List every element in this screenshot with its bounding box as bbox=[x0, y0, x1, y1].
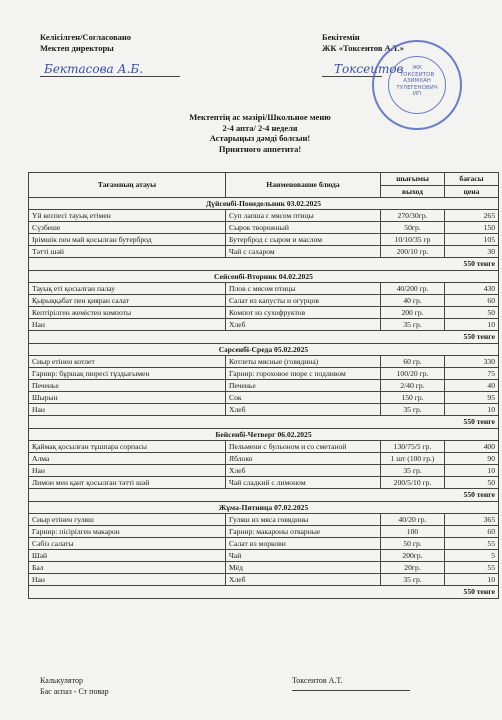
dish-name-kz: Ірімшік пен май қосылған бутерброд bbox=[29, 234, 226, 246]
dish-price: 150 bbox=[445, 222, 499, 234]
dish-name-ru: Салат из капусты и огурцов bbox=[226, 295, 381, 307]
table-row bbox=[29, 453, 499, 465]
dish-price: 55 bbox=[445, 562, 499, 574]
dish-output: 100/20 гр. bbox=[381, 368, 445, 380]
day-total-row bbox=[29, 258, 499, 271]
dish-output: 200/5/10 гр. bbox=[381, 477, 445, 489]
dish-price: 10 bbox=[445, 319, 499, 331]
dish-output: 50гр. bbox=[381, 222, 445, 234]
head-cook-label: Бас аспаз - Ст повар bbox=[40, 687, 109, 696]
dish-name-ru: Мёд bbox=[226, 562, 381, 574]
dish-name-ru: Суп лапша с мясом птицы bbox=[226, 210, 381, 222]
dish-output: 200/10 гр. bbox=[381, 246, 445, 258]
dish-name-kz: Гарнир: бұршақ пюресі тұздығымен bbox=[29, 368, 226, 380]
dish-name-ru: Сок bbox=[226, 392, 381, 404]
dish-name-ru: Хлеб bbox=[226, 319, 381, 331]
dish-price: 50 bbox=[445, 477, 499, 489]
day-header-row bbox=[29, 429, 499, 441]
dish-output: 270/30гр. bbox=[381, 210, 445, 222]
dish-name-ru: Котлеты мясные (говядина) bbox=[226, 356, 381, 368]
table-row bbox=[29, 526, 499, 538]
table-row bbox=[29, 441, 499, 453]
dish-name-kz: Нан bbox=[29, 574, 226, 586]
dish-price: 40 bbox=[445, 380, 499, 392]
menu-table bbox=[28, 172, 499, 599]
dish-name-kz: Сиыр етінен котлет bbox=[29, 356, 226, 368]
dish-output: 35 гр. bbox=[381, 319, 445, 331]
dish-output: 150 гр. bbox=[381, 392, 445, 404]
day-title: Сейсенбі-Вторник 04.02.2025 bbox=[29, 271, 499, 283]
dish-name-kz: Сүзбеше bbox=[29, 222, 226, 234]
day-total: 550 тенге bbox=[29, 331, 499, 344]
table-row bbox=[29, 404, 499, 416]
table-row bbox=[29, 246, 499, 258]
dish-price: 55 bbox=[445, 538, 499, 550]
dish-name-kz: Тауық еті қосылған палау bbox=[29, 283, 226, 295]
day-title: Дүйсенбі-Понедельник 03.02.2025 bbox=[29, 198, 499, 210]
dish-name-kz: Қырыққабат пен қияран салат bbox=[29, 295, 226, 307]
dish-output: 200гр. bbox=[381, 550, 445, 562]
dish-output: 40/20 гр. bbox=[381, 514, 445, 526]
footer-signature-line bbox=[292, 690, 410, 691]
day-total-row bbox=[29, 489, 499, 502]
dish-name-ru: Яблоко bbox=[226, 453, 381, 465]
dish-name-ru: Чай с сахаром bbox=[226, 246, 381, 258]
dish-output: 40 гр. bbox=[381, 295, 445, 307]
dish-name-ru: Плов с мясом птицы bbox=[226, 283, 381, 295]
dish-name-ru: Чай bbox=[226, 550, 381, 562]
day-header-row bbox=[29, 271, 499, 283]
dish-output: 35 гр. bbox=[381, 404, 445, 416]
dish-price: 10 bbox=[445, 465, 499, 477]
table-row bbox=[29, 392, 499, 404]
dish-name-ru: Бутерброд с сыром и маслом bbox=[226, 234, 381, 246]
dish-name-kz: Шәй bbox=[29, 550, 226, 562]
day-header-row bbox=[29, 344, 499, 356]
calculator-label: Калькулятор bbox=[40, 676, 83, 685]
dish-price: 330 bbox=[445, 356, 499, 368]
day-total: 550 тенге bbox=[29, 489, 499, 502]
day-header-row bbox=[29, 198, 499, 210]
table-row bbox=[29, 465, 499, 477]
table-header-row bbox=[29, 173, 499, 186]
dish-output: 200 гр. bbox=[381, 307, 445, 319]
director-signature-line bbox=[40, 76, 180, 77]
dish-name-kz: Сәбіз салаты bbox=[29, 538, 226, 550]
dish-name-kz: Үй кеспесі тауық етімен bbox=[29, 210, 226, 222]
dish-name-ru: Хлеб bbox=[226, 574, 381, 586]
table-row bbox=[29, 550, 499, 562]
table-row bbox=[29, 222, 499, 234]
dish-output: 20гр. bbox=[381, 562, 445, 574]
dish-name-ru: Гарнир: макароны отварные bbox=[226, 526, 381, 538]
day-total-row bbox=[29, 331, 499, 344]
dish-output: 10/10/35 гр bbox=[381, 234, 445, 246]
dish-name-ru: Пельмени с бульоном и со сметаной bbox=[226, 441, 381, 453]
dish-name-kz: Нан bbox=[29, 404, 226, 416]
dish-price: 95 bbox=[445, 392, 499, 404]
entrepreneur-signature: Токсеитов bbox=[334, 62, 404, 76]
stamp-text: ЖК ТОКСЕИТОВ АЗИМХАН ТУЛЕГЕНОВИЧ ИП bbox=[388, 56, 446, 114]
col-header-kz: Тағамның атауы bbox=[29, 173, 226, 198]
approval-block-left bbox=[40, 32, 131, 54]
dish-output: 60 гр. bbox=[381, 356, 445, 368]
day-header-row bbox=[29, 502, 499, 514]
table-row bbox=[29, 514, 499, 526]
dish-name-ru: Гуляш из мяса говядины bbox=[226, 514, 381, 526]
table-row bbox=[29, 234, 499, 246]
school-director-label: Мектеп директоры bbox=[40, 43, 114, 53]
director-signature: Бектасова А.Б. bbox=[44, 62, 144, 76]
agreed-label: Келісілген/Согласовано bbox=[40, 32, 132, 42]
day-total-row bbox=[29, 586, 499, 599]
table-row bbox=[29, 562, 499, 574]
col-header-price-kz: бағасы bbox=[445, 173, 499, 186]
dish-name-kz: Бал bbox=[29, 562, 226, 574]
table-row bbox=[29, 574, 499, 586]
day-total-row bbox=[29, 416, 499, 429]
day-title: Жұма-Пятница 07.02.2025 bbox=[29, 502, 499, 514]
table-row bbox=[29, 538, 499, 550]
dish-output: 130/75/5 гр. bbox=[381, 441, 445, 453]
dish-name-kz: Сиыр етінен гуляш bbox=[29, 514, 226, 526]
approve-label: Бекітемін bbox=[322, 32, 360, 42]
footer-left bbox=[40, 675, 109, 697]
dish-price: 10 bbox=[445, 574, 499, 586]
dish-name-kz: Кептірілген жемістен компоты bbox=[29, 307, 226, 319]
dish-price: 105 bbox=[445, 234, 499, 246]
dish-name-kz: Алма bbox=[29, 453, 226, 465]
dish-name-kz: Гарнир: пісірілген макарон bbox=[29, 526, 226, 538]
day-title: Сәрсенбі-Среда 05.02.2025 bbox=[29, 344, 499, 356]
table-row bbox=[29, 319, 499, 331]
table-row bbox=[29, 283, 499, 295]
col-header-ru: Наименование блюда bbox=[226, 173, 381, 198]
dish-name-ru: Салат из моркови bbox=[226, 538, 381, 550]
entrepreneur-label: ЖК «Токсеитов А.Т.» bbox=[322, 43, 404, 53]
dish-name-kz: Нан bbox=[29, 465, 226, 477]
dish-name-kz: Лимон мен қант қосылған тәтті шәй bbox=[29, 477, 226, 489]
dish-output: 100 bbox=[381, 526, 445, 538]
dish-price: 90 bbox=[445, 453, 499, 465]
dish-output: 50 гр. bbox=[381, 538, 445, 550]
dish-price: 10 bbox=[445, 404, 499, 416]
day-total: 550 тенге bbox=[29, 258, 499, 271]
dish-price: 5 bbox=[445, 550, 499, 562]
dish-price: 60 bbox=[445, 295, 499, 307]
dish-price: 75 bbox=[445, 368, 499, 380]
menu-title: Мектептің ас мәзірі/Школьное меню 2-4 апта/ 2-4 неделя Астарыңыз дәмді болсын! Приятного аппетита! bbox=[189, 112, 331, 154]
dish-name-ru: Печенье bbox=[226, 380, 381, 392]
dish-output: 35 гр. bbox=[381, 574, 445, 586]
dish-output: 1 шт (100 гр.) bbox=[381, 453, 445, 465]
dish-name-kz: Шырын bbox=[29, 392, 226, 404]
col-header-price-ru: цена bbox=[445, 186, 499, 198]
dish-price: 400 bbox=[445, 441, 499, 453]
day-total: 550 тенге bbox=[29, 586, 499, 599]
dish-name-ru: Чай сладкий с лимоном bbox=[226, 477, 381, 489]
dish-output: 40/200 гр. bbox=[381, 283, 445, 295]
dish-output: 2/40 гр. bbox=[381, 380, 445, 392]
dish-output: 35 гр. bbox=[381, 465, 445, 477]
table-row bbox=[29, 368, 499, 380]
footer-right-name: Токсеитов А.Т. bbox=[292, 676, 343, 685]
table-row bbox=[29, 356, 499, 368]
table-row bbox=[29, 307, 499, 319]
dish-price: 30 bbox=[445, 246, 499, 258]
dish-name-kz: Печенье bbox=[29, 380, 226, 392]
dish-price: 430 bbox=[445, 283, 499, 295]
dish-price: 265 bbox=[445, 210, 499, 222]
col-header-output-ru: выход bbox=[381, 186, 445, 198]
day-total: 550 тенге bbox=[29, 416, 499, 429]
dish-name-ru: Гарнир: гороховое пюре с подливом bbox=[226, 368, 381, 380]
dish-price: 50 bbox=[445, 307, 499, 319]
table-row bbox=[29, 210, 499, 222]
dish-price: 365 bbox=[445, 514, 499, 526]
dish-price: 60 bbox=[445, 526, 499, 538]
dish-name-ru: Компот из сухофруктов bbox=[226, 307, 381, 319]
table-row bbox=[29, 477, 499, 489]
table-row bbox=[29, 380, 499, 392]
dish-name-kz: Қаймақ қосылған тұшпара сорпасы bbox=[29, 441, 226, 453]
day-title: Бейсенбі-Четверг 06.02.2025 bbox=[29, 429, 499, 441]
dish-name-ru: Хлеб bbox=[226, 465, 381, 477]
dish-name-kz: Нан bbox=[29, 319, 226, 331]
dish-name-ru: Хлеб bbox=[226, 404, 381, 416]
table-row bbox=[29, 295, 499, 307]
dish-name-kz: Тәтті шәй bbox=[29, 246, 226, 258]
dish-name-ru: Сырок творожный bbox=[226, 222, 381, 234]
col-header-output-kz: шығымы bbox=[381, 173, 445, 186]
